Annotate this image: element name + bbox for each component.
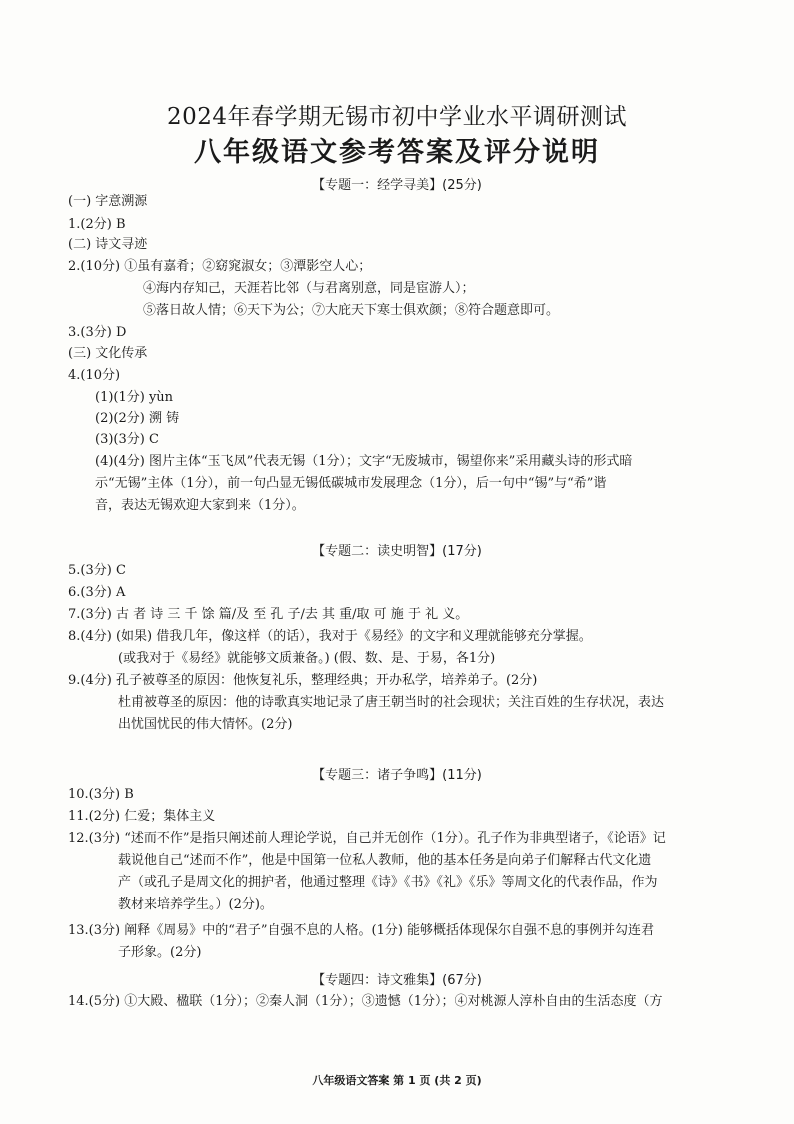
- answer-line: 6.(3分) A: [68, 585, 126, 600]
- answer-line: 14.(5分) ①大殿、楹联（1分）；②秦人洞（1分）；③遗憾（1分）；④对桃源人淳朴自由的生活态度（方: [68, 994, 663, 1009]
- answer-line: 7.(3分) 古 者 诗 三 千 馀 篇/及 至 孔 子/去 其 重/取 可 施 于 礼 义。: [68, 607, 469, 622]
- answer-line: 子形象。(2分): [118, 945, 202, 960]
- answer-line: (1)(1分) yùn: [95, 390, 174, 405]
- answer-line: 8.(4分) (如果) 借我几年，像这样（的话），我对于《易经》的文字和义理就能够充分掌握。: [68, 629, 592, 644]
- page-footer: 八年级语文答案 第 1 页 (共 2 页): [312, 1074, 482, 1087]
- answer-line: 13.(3分) 阐释《周易》中的“君子”自强不息的人格。(1分) 能够概括体现保尔自强不息的事例并勾连君: [68, 923, 655, 938]
- answer-line: 9.(4分) 孔子被尊圣的原因：他恢复礼乐，整理经典；开办私学，培养弟子。(2分): [68, 673, 538, 688]
- answer-line: 1.(2分) B: [68, 217, 126, 232]
- answer-line: (3)(3分) C: [95, 432, 159, 447]
- answer-line: 12.(3分) “述而不作”是指只阐述前人理论学说，自己并无创作（1分）。孔子作为非典型诸子，《论语》记: [68, 831, 666, 846]
- answer-line: 3.(3分) D: [68, 325, 127, 340]
- answer-line: (4)(4分) 图片主体“玉飞凤”代表无锡（1分）；文字“无废城市，锡望你来”采用藏头诗的形式暗: [95, 454, 633, 469]
- answer-key-title: 八年级语文参考答案及评分说明: [194, 137, 600, 168]
- answer-line: 杜甫被尊圣的原因：他的诗歌真实地记录了唐王朝当时的社会现状；关注百姓的生存状况，表达: [118, 695, 665, 710]
- answer-line: 10.(3分) B: [68, 787, 134, 802]
- answer-line: 出忧国忧民的伟大情怀。(2分): [118, 717, 293, 732]
- answer-line: 5.(3分) C: [68, 563, 126, 578]
- section-heading-1: 【专题一：经学寻美】(25分): [312, 178, 482, 193]
- subsection-heading: (一) 字意溯源: [68, 194, 148, 209]
- section-heading-3: 【专题三：诸子争鸣】(11分): [312, 768, 482, 783]
- answer-line: 音，表达无锡欢迎大家到来（1分）。: [95, 498, 305, 513]
- subsection-heading: (二) 诗文寻迹: [68, 237, 148, 252]
- answer-line: 11.(2分) 仁爱；集体主义: [68, 809, 216, 824]
- exam-title: 2024年春学期无锡市初中学业水平调研测试: [166, 104, 628, 130]
- answer-line: 教材来培养学生。）(2分)。: [118, 897, 273, 912]
- answer-line: (或我对于《易经》就能够文质兼备。) (假、数、是、于易，各1分): [118, 651, 496, 666]
- answer-line: 示“无锡”主体（1分），前一句凸显无锡低碳城市发展理念（1分），后一句中“锡”与“希”谐: [95, 476, 607, 491]
- answer-line: ④海内存知己，天涯若比邻（与君离别意，同是宦游人）；: [143, 281, 475, 296]
- answer-line: 4.(10分): [68, 368, 121, 383]
- subsection-heading: (三) 文化传承: [68, 346, 148, 361]
- answer-line: 2.(10分) ①虽有嘉肴；②窈窕淑女；③潭影空人心；: [68, 259, 372, 274]
- answer-line: 产（或孔子是周文化的拥护者，他通过整理《诗》《书》《礼》《乐》等周文化的代表作品，作为: [118, 875, 658, 890]
- answer-line: ⑤落日故人情；⑥天下为公；⑦大庇天下寒士俱欢颜；⑧符合题意即可。: [143, 303, 560, 318]
- section-heading-2: 【专题二：读史明智】(17分): [312, 544, 482, 559]
- answer-line: (2)(2分) 溯 铸: [95, 411, 180, 426]
- section-heading-4: 【专题四：诗文雅集】(67分): [312, 973, 482, 988]
- answer-line: 载说他自己“述而不作”，他是中国第一位私人教师，他的基本任务是向弟子们解释古代文化遗: [118, 853, 652, 868]
